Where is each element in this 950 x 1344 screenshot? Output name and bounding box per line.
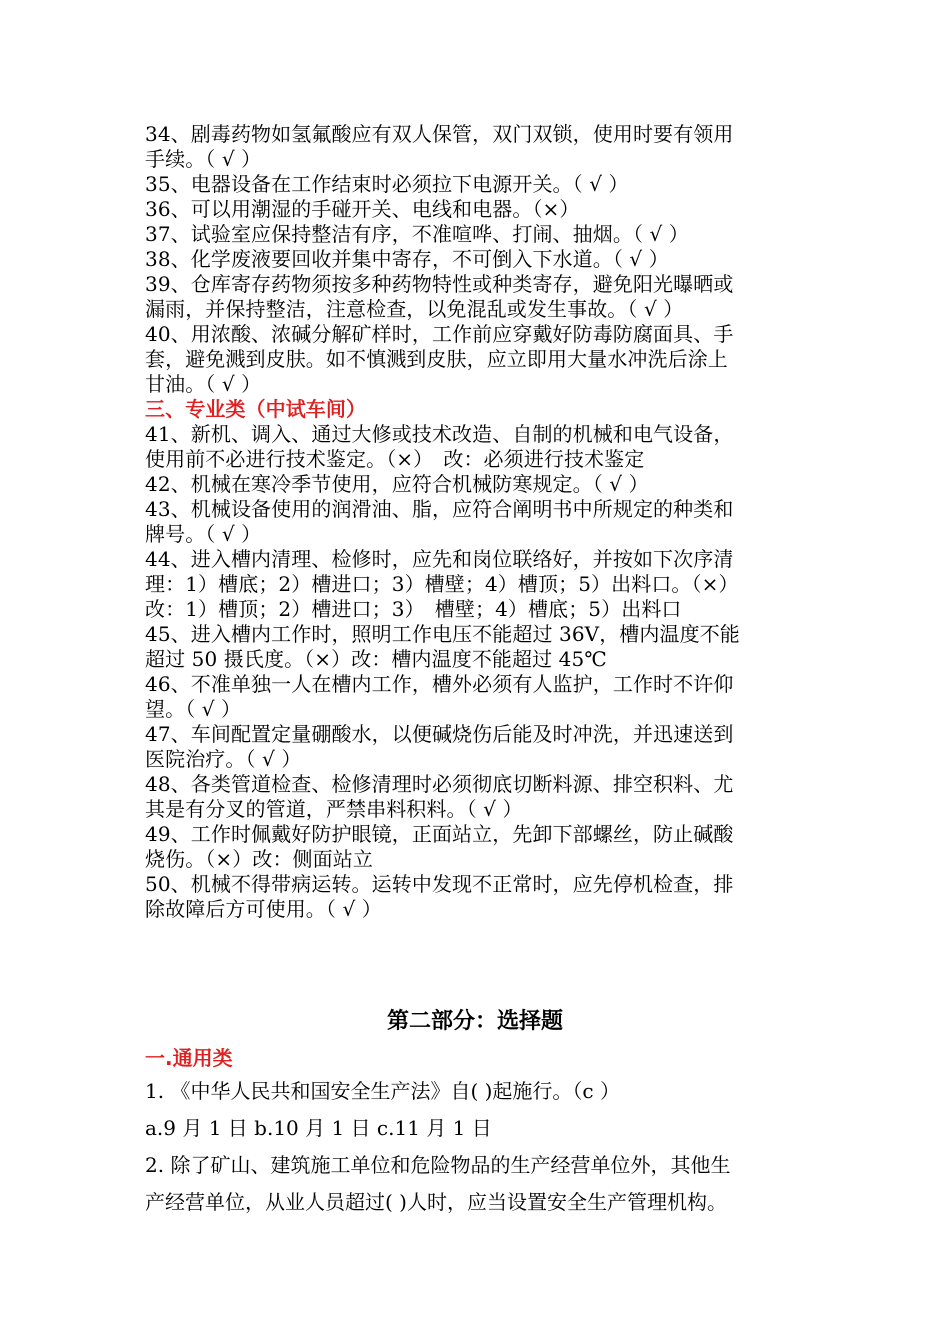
text-line: 37、试验室应保持整洁有序，不准喧哗、打闹、抽烟。（ √ ） xyxy=(145,222,689,246)
text-line: 除故障后方可使用。（ √ ） xyxy=(145,897,382,921)
multiple-choice-section xyxy=(145,1005,805,1221)
text-line: 39、仓库寄存药物须按多种药物特性或种类寄存，避免阳光曝晒或 xyxy=(145,272,734,296)
text-line: 手续。（ √ ） xyxy=(145,147,262,171)
question-line: 1. 《中华人民共和国安全生产法》自( )起施行。（c ） xyxy=(145,1079,620,1103)
text-line: 牌号。（ √ ） xyxy=(145,522,262,546)
question-line: 2. 除了矿山、建筑施工单位和危险物品的生产经营单位外，其他生 xyxy=(145,1153,731,1177)
text-line: 烧伤。（×）改：侧面站立 xyxy=(145,847,373,871)
text-line: 46、不准单独一人在槽内工作，槽外必须有人监护，工作时不许仰 xyxy=(145,672,734,696)
text-line: 40、用浓酸、浓碱分解矿样时，工作前应穿戴好防毒防腐面具、手 xyxy=(145,322,734,346)
text-line: 44、进入槽内清理、检修时，应先和岗位联络好，并按如下次序清 xyxy=(145,547,734,571)
text-line: 50、机械不得带病运转。运转中发现不正常时，应先停机检查，排 xyxy=(145,872,734,896)
text-line: 套，避免溅到皮肤。如不慎溅到皮肤，应立即用大量水冲洗后涂上 xyxy=(145,347,728,371)
text-line: 41、新机、调入、通过大修或技术改造、自制的机械和电气设备， xyxy=(145,422,734,446)
section-heading: 一.通用类 xyxy=(145,1046,233,1070)
text-line: 42、机械在寒冷季节使用，应符合机械防寒规定。（ √ ） xyxy=(145,472,649,496)
text-line: 48、各类管道检查、检修清理时必须彻底切断料源、排空积料、尤 xyxy=(145,772,734,796)
text-line: 38、化学废液要回收并集中寄存，不可倒入下水道。（ √ ） xyxy=(145,247,669,271)
text-line: 理：1）槽底；2）槽进口；3）槽壁；4）槽顶；5）出料口。（×） xyxy=(145,572,739,596)
question-line: 产经营单位，从业人员超过( )人时，应当设置安全生产管理机构。 xyxy=(145,1190,727,1214)
text-line: 49、工作时佩戴好防护眼镜，正面站立，先卸下部螺丝，防止碱酸 xyxy=(145,822,734,846)
text-line: 34、剧毒药物如氢氟酸应有双人保管，双门双锁，使用时要有领用 xyxy=(145,122,734,146)
text-line: 43、机械设备使用的润滑油、脂，应符合阐明书中所规定的种类和 xyxy=(145,497,734,521)
text-line: 漏雨，并保持整洁，注意检查，以免混乱或发生事故。（ √ ） xyxy=(145,297,684,321)
text-line: 36、可以用潮湿的手碰开关、电线和电器。（×） xyxy=(145,197,580,221)
true-false-section xyxy=(145,122,795,922)
text-line: 医院治疗。（ √ ） xyxy=(145,747,302,771)
text-line: 其是有分叉的管道，严禁串料积料。（ √ ） xyxy=(145,797,523,821)
section-heading: 三、专业类（中试车间） xyxy=(145,397,367,421)
text-line: 望。（ √ ） xyxy=(145,697,242,721)
text-line: 改：1）槽顶；2）槽进口；3） 槽壁；4）槽底；5）出料口 xyxy=(145,597,682,621)
text-line: 超过 50 摄氏度。（×）改：槽内温度不能超过 45℃ xyxy=(145,647,607,671)
question-line: a.9 月 1 日 b.10 月 1 日 c.11 月 1 日 xyxy=(145,1116,492,1140)
text-line: 甘油。（ √ ） xyxy=(145,372,262,396)
text-line: 45、进入槽内工作时，照明工作电压不能超过 36V，槽内温度不能 xyxy=(145,622,740,646)
text-line: 47、车间配置定量硼酸水，以便碱烧伤后能及时冲洗，并迅速送到 xyxy=(145,722,734,746)
text-line: 使用前不必进行技术鉴定。（×） 改：必须进行技术鉴定 xyxy=(145,447,645,471)
part-title: 第二部分：选择题 xyxy=(386,1009,563,1034)
text-line: 35、电器设备在工作结束时必须拉下电源开关。（ √ ） xyxy=(145,172,629,196)
